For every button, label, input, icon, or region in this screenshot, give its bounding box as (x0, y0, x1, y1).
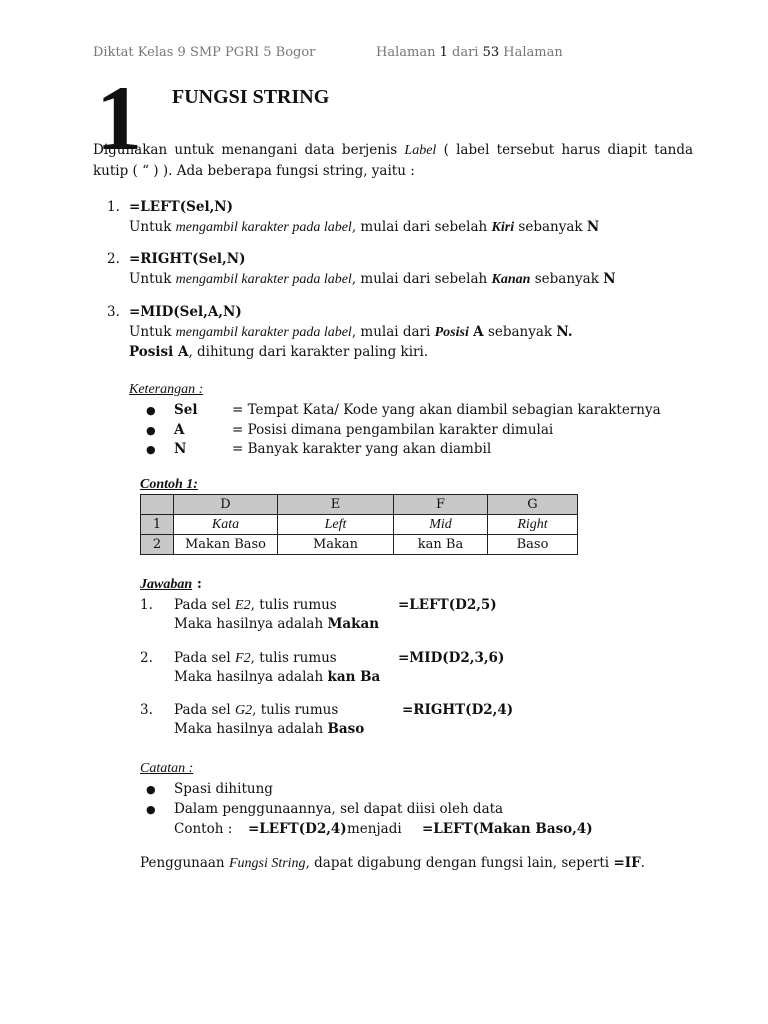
chapter-title: FUNGSI STRING (172, 86, 330, 108)
column-header: D (174, 495, 278, 515)
example-table (140, 494, 578, 555)
catatan-bullet-2: ● (146, 803, 156, 816)
keterangan-title: Keterangan : (129, 382, 204, 397)
func-3-formula: =MID(Sel,A,N) (129, 304, 242, 320)
column-header: E (278, 495, 394, 515)
column-header: G (488, 495, 578, 515)
contoh-title: Contoh 1: (140, 477, 198, 492)
table-corner-cell (141, 495, 174, 515)
table-header-row (141, 495, 578, 515)
table-cell: kan Ba (394, 535, 488, 555)
catatan-item-1: Spasi dihitung (174, 781, 273, 797)
jawaban-1-formula: =LEFT(D2,5) (398, 597, 497, 613)
func-1-description: Untuk mengambil karakter pada label, mulai dari sebelah Kiri sebanyak N (129, 219, 600, 235)
header-dari-label: dari (452, 45, 479, 60)
func-1-formula: =LEFT(Sel,N) (129, 199, 234, 215)
header-doc-title: Diktat Kelas 9 SMP PGRI 5 Bogor (93, 45, 316, 60)
keterangan-bullet-3: ● (146, 443, 156, 456)
column-header: F (394, 495, 488, 515)
chapter-number: 1 (96, 67, 142, 169)
jawaban-1-number: 1. (140, 597, 153, 613)
intro-line-2: kutip ( “ ) ). Ada beberapa fungsi string, yaitu : (93, 163, 415, 179)
row-number: 2 (141, 535, 174, 555)
catatan-title: Catatan : (140, 761, 194, 776)
table-row (141, 515, 578, 535)
keterangan-term-2: A (174, 422, 185, 438)
table-cell: Kata (174, 515, 278, 535)
catatan-contoh-to: =LEFT(Makan Baso,4) (422, 821, 593, 837)
intro-text-1: Digunakan untuk menangani data berjenis (93, 142, 398, 158)
func-3-note: Posisi A, dihitung dari karakter paling kiri. (129, 344, 429, 360)
intro-paragraph (93, 140, 693, 182)
jawaban-1-instruction: Pada sel E2, tulis rumus (174, 597, 337, 613)
intro-line-1 (93, 140, 693, 161)
table-cell: Makan (278, 535, 394, 555)
func-2-description: Untuk mengambil karakter pada label, mulai dari sebelah Kanan sebanyak N (129, 271, 616, 287)
jawaban-title: Jawaban : (140, 576, 202, 592)
keterangan-bullet-1: ● (146, 404, 156, 417)
func-1-number: 1. (107, 199, 120, 215)
keterangan-desc-3: = Banyak karakter yang akan diambil (232, 441, 492, 457)
catatan-contoh-from: =LEFT(D2,4) (248, 821, 347, 837)
jawaban-3-number: 3. (140, 702, 153, 718)
jawaban-3-result: Maka hasilnya adalah Baso (174, 721, 365, 737)
header-page-info (376, 45, 563, 60)
jawaban-3-formula: =RIGHT(D2,4) (402, 702, 514, 718)
keterangan-desc-1: = Tempat Kata/ Kode yang akan diambil sebagian karakternya (232, 402, 661, 418)
header-halaman-label-2: Halaman (503, 45, 563, 60)
header-halaman-label: Halaman (376, 45, 436, 60)
jawaban-2-number: 2. (140, 650, 153, 666)
jawaban-2-instruction: Pada sel F2, tulis rumus (174, 650, 337, 666)
intro-text-2: ( label tersebut harus diapit tanda (443, 142, 694, 158)
table-row (141, 535, 578, 555)
jawaban-2-formula: =MID(D2,3,6) (398, 650, 505, 666)
func-3-number: 3. (107, 304, 120, 320)
table-cell: Makan Baso (174, 535, 278, 555)
table-cell: Baso (488, 535, 578, 555)
keterangan-term-3: N (174, 441, 187, 457)
keterangan-bullet-2: ● (146, 424, 156, 437)
jawaban-3-instruction: Pada sel G2, tulis rumus (174, 702, 339, 718)
func-2-number: 2. (107, 251, 120, 267)
func-2-formula: =RIGHT(Sel,N) (129, 251, 246, 267)
header-total-pages: 53 (482, 45, 500, 60)
func-3-description: Untuk mengambil karakter pada label, mulai dari Posisi A sebanyak N. (129, 324, 573, 340)
catatan-item-2: Dalam penggunaannya, sel dapat diisi oleh data (174, 801, 504, 817)
catatan-bullet-1: ● (146, 783, 156, 796)
catatan-contoh-label: Contoh : (174, 821, 233, 837)
header-page-number: 1 (439, 45, 448, 60)
table-cell: Mid (394, 515, 488, 535)
table-cell: Right (488, 515, 578, 535)
jawaban-2-result: Maka hasilnya adalah kan Ba (174, 669, 381, 685)
keterangan-desc-2: = Posisi dimana pengambilan karakter dimulai (232, 422, 554, 438)
jawaban-1-result: Maka hasilnya adalah Makan (174, 616, 380, 632)
keterangan-term-1: Sel (174, 402, 198, 418)
table-cell: Left (278, 515, 394, 535)
row-number: 1 (141, 515, 174, 535)
closing-sentence: Penggunaan Fungsi String, dapat digabung dengan fungsi lain, seperti =IF. (140, 855, 645, 871)
catatan-menjadi: menjadi (347, 821, 402, 837)
intro-label-word: Label (404, 143, 437, 158)
